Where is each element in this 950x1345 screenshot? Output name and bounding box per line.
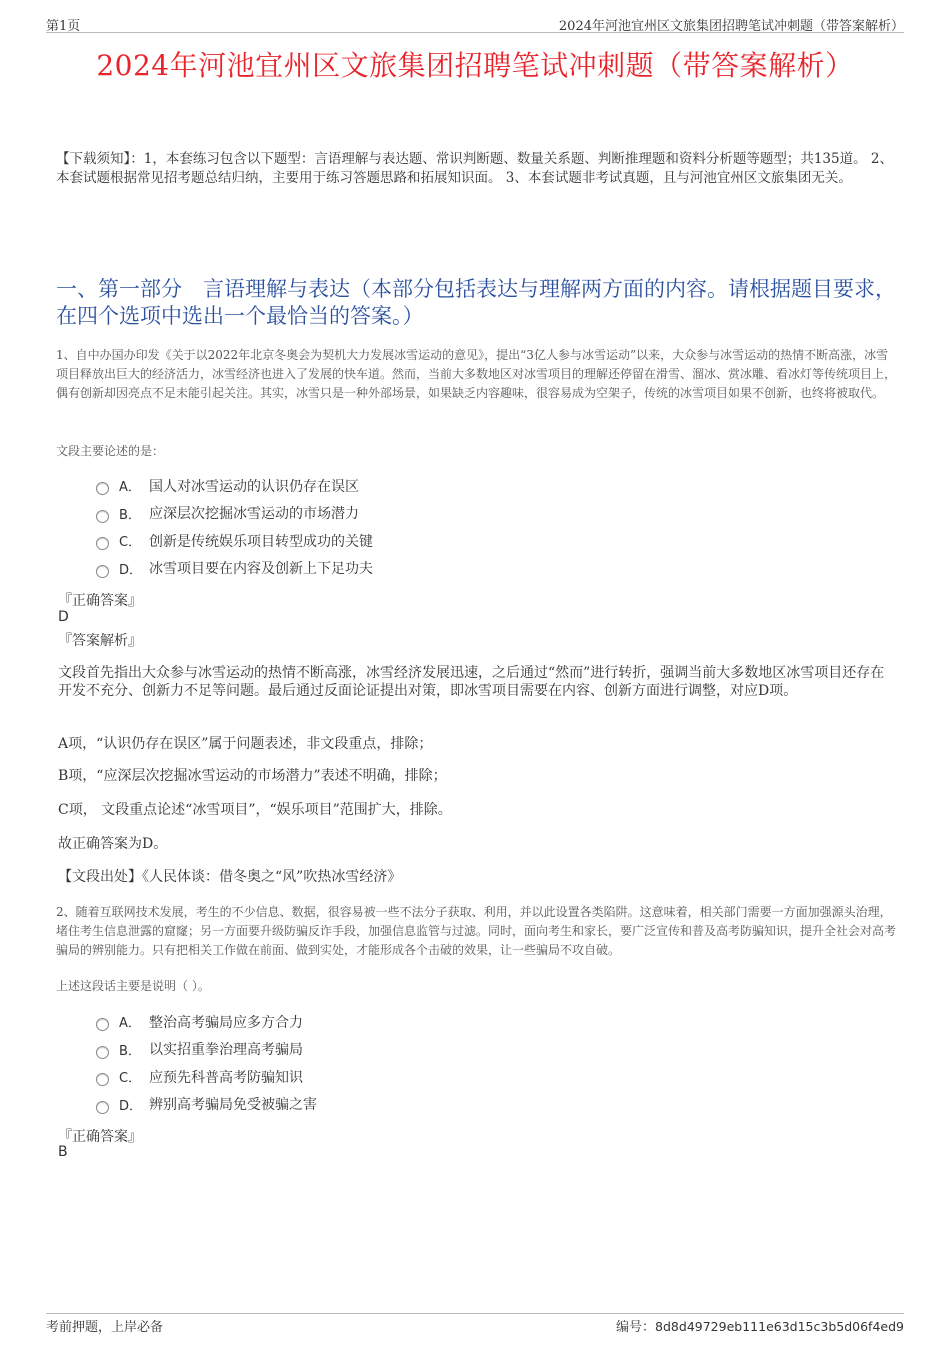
question-1-option-c[interactable]	[96, 527, 373, 555]
question-1-analysis-label: 『答案解析』	[58, 633, 142, 649]
footer-code-group	[616, 1316, 904, 1335]
question-1-answer-label: 『正确答案』	[58, 593, 142, 609]
footer-slogan: 考前押题，上岸必备	[46, 1320, 164, 1335]
radio-button[interactable]	[96, 565, 109, 578]
question-1-analysis-a: A项，“认识仍存在误区”属于问题表述，非文段重点，排除；	[58, 736, 433, 752]
radio-button[interactable]	[96, 482, 109, 495]
question-2-answer-label: 『正确答案』	[58, 1129, 142, 1145]
option-letter: B．	[119, 1043, 141, 1059]
question-1-answer: D	[58, 609, 69, 625]
option-letter: B．	[119, 507, 141, 523]
question-1-analysis-summary: 文段首先指出大众参与冰雪运动的热情不断高涨，冰雪经济发展迅速，之后通过“然而”进行转折，强调当前大多数地区冰雪项目还存在开发不充分、创新力不足等问题。最后通过反面论证提出对策，即冰雪项目需要在内容、创新方面进行调整，对应D项。	[58, 665, 885, 699]
radio-button[interactable]	[96, 1073, 109, 1086]
question-1-analysis-b: B项，“应深层次挖掘冰雪运动的市场潜力”表述不明确，排除；	[58, 768, 447, 784]
question-2-option-c[interactable]	[96, 1063, 317, 1091]
radio-button[interactable]	[96, 537, 109, 550]
question-2-option-a[interactable]	[96, 1008, 317, 1036]
question-1-prompt: 文段主要论述的是：	[56, 444, 165, 458]
option-text: 冰雪项目要在内容及创新上下足功夫	[149, 561, 373, 578]
document-title: 2024年河池宜州区文旅集团招聘笔试冲刺题（带答案解析）	[96, 49, 854, 82]
question-2-answer: B	[58, 1144, 68, 1160]
option-text: 应预先科普高考防骗知识	[149, 1069, 303, 1086]
radio-button[interactable]	[96, 1018, 109, 1031]
question-1-conclusion: 故正确答案为D。	[58, 836, 168, 852]
option-text: 应深层次挖掘冰雪运动的市场潜力	[149, 506, 359, 523]
question-1-option-b[interactable]	[96, 500, 373, 528]
option-letter: C．	[119, 535, 142, 551]
question-1-analysis-c: C项， 文段重点论述“冰雪项目”，“娱乐项目”范围扩大，排除。	[58, 802, 452, 818]
footer-code: 8d8d49729eb111e63d15c3b5d06f4ed9	[655, 1319, 904, 1334]
question-2-options	[96, 1008, 317, 1118]
question-2-option-b[interactable]	[96, 1036, 317, 1064]
option-letter: C．	[119, 1071, 142, 1087]
question-1-option-a[interactable]	[96, 472, 373, 500]
option-letter: D．	[119, 1098, 143, 1114]
download-notice: 【下载须知】：1，本套练习包含以下题型：言语理解与表达题、常识判断题、数量关系题、判断推理题和资料分析题等题型；共135道。 2、本套试题根据常见招考题总结归纳，主要用于练习答题思路和拓展知识面。 3、本套试题非考试真题，且与河池宜州区文旅集团无关。	[56, 151, 893, 186]
question-1-options	[96, 472, 373, 582]
page-footer	[46, 1313, 904, 1335]
header-doc-title: 2024年河池宜州区文旅集团招聘笔试冲刺题（带答案解析）	[558, 19, 904, 34]
question-1-text: 1、自中办国办印发《关于以2022年北京冬奥会为契机大力发展冰雪运动的意见》，提出“3亿人参与冰雪运动”以来，大众参与冰雪运动的热情不断高涨，冰雪项目释放出巨大的经济活力，冰雪经济也进入了发展的快车道。然而，当前大多数地区对冰雪项目的理解还停留在滑雪、溜冰、赏冰雕、看冰灯等传统项目上，偶有创新却因亮点不足未能引起关注。其实，冰雪只是一种外部场景，如果缺乏内容趣味，很容易成为空架子，传统的冰雪项目如果不创新，也终将被取代。	[56, 348, 897, 400]
question-1-source: 【文段出处】《人民体谈：借冬奥之“风”吹热冰雪经济》	[58, 869, 402, 885]
radio-button[interactable]	[96, 510, 109, 523]
question-1-option-d[interactable]	[96, 555, 373, 583]
radio-button[interactable]	[96, 1046, 109, 1059]
page-header	[46, 14, 904, 33]
page-number: 第1页	[46, 19, 81, 34]
option-letter: D．	[119, 562, 143, 578]
option-text: 以实招重拳治理高考骗局	[149, 1042, 303, 1059]
question-2-prompt: 上述这段话主要是说明（ ）。	[56, 979, 210, 993]
option-letter: A．	[119, 1016, 141, 1032]
section-heading: 一、第一部分 言语理解与表达（本部分包括表达与理解两方面的内容。请根据题目要求，在四个选项中选出一个最恰当的答案。）	[56, 277, 896, 328]
footer-code-label: 编号：	[616, 1320, 656, 1335]
option-letter: A．	[119, 480, 141, 496]
question-2-option-d[interactable]	[96, 1091, 317, 1119]
radio-button[interactable]	[96, 1101, 109, 1114]
question-2-text: 2、随着互联网技术发展，考生的不少信息、数据，很容易被一些不法分子获取、利用，并以此设置各类陷阱。这意味着，相关部门需要一方面加强源头治理，堵住考生信息泄露的窟窿；另一方面要升级防骗反诈手段，加强信息监管与过滤。同时，面向考生和家长，要广泛宣传和普及高考防骗知识，提升全社会对高考骗局的辨别能力。只有把相关工作做在前面、做到实处，才能形成各个击破的效果，让一些骗局不攻自破。	[56, 905, 897, 957]
option-text: 国人对冰雪运动的认识仍存在误区	[149, 478, 359, 495]
option-text: 创新是传统娱乐项目转型成功的关键	[149, 533, 373, 550]
option-text: 整治高考骗局应多方合力	[149, 1014, 303, 1031]
option-text: 辨别高考骗局免受被骗之害	[149, 1097, 317, 1114]
